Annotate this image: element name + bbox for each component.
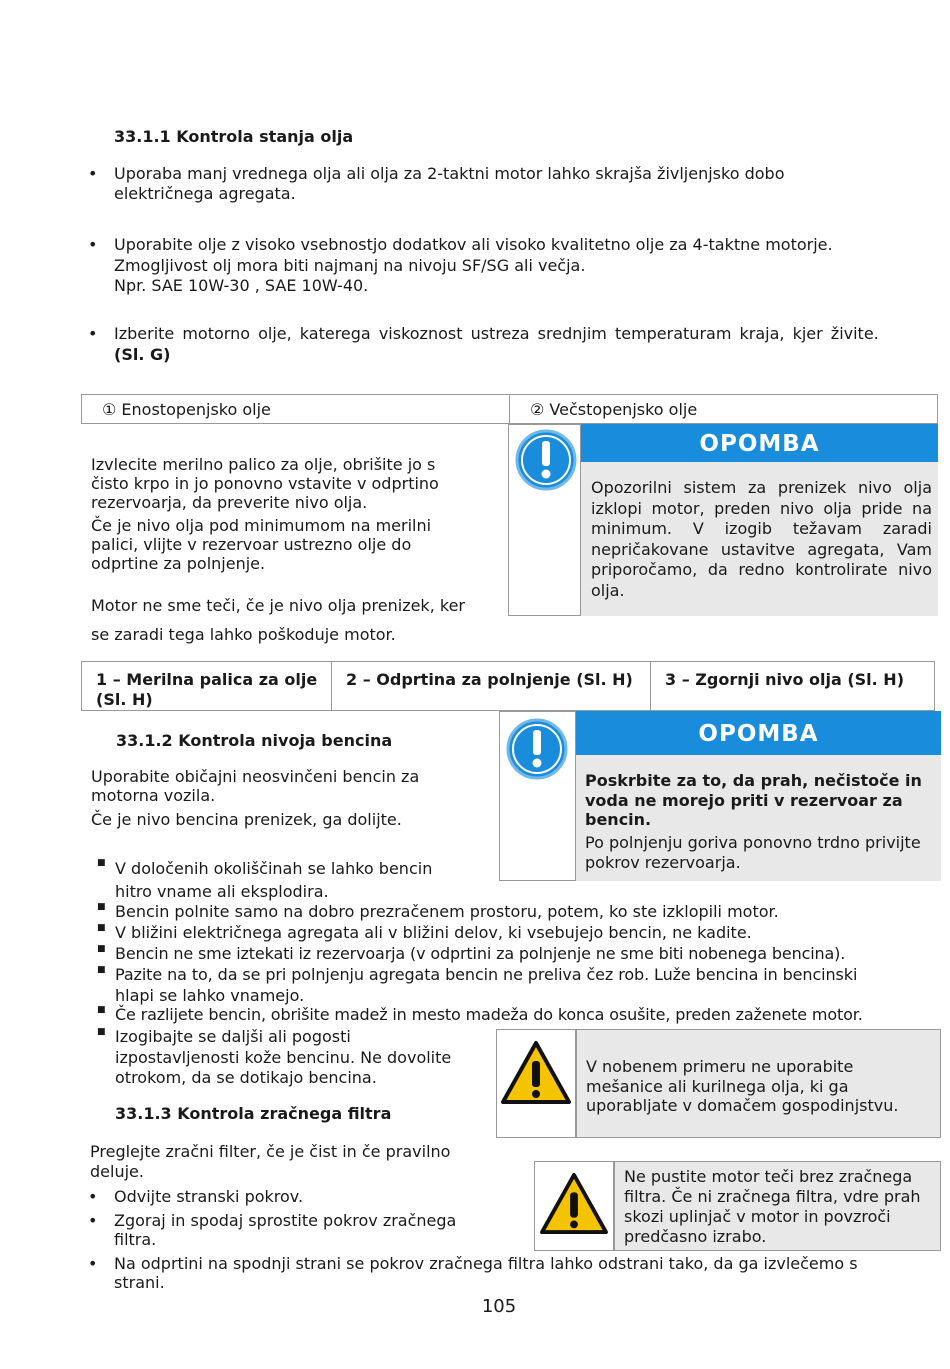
oil-type-single: ① Enostopenjsko olje (102, 400, 271, 419)
bullet-marker: ■ (97, 858, 106, 868)
legend-filler: 2 – Odprtina za polnjenje (Sl. H) (346, 670, 633, 689)
oil-type-cell-1 (81, 394, 510, 424)
note-text: Po polnjenju goriva ponovno trdno privijte pokrov rezervoarja. (585, 833, 921, 872)
list-item: strani. (114, 1273, 165, 1292)
text-line: Če je nivo bencina prenizek, ga dolijte. (91, 810, 402, 829)
list-item: električnega agregata. (114, 184, 296, 203)
warning-icon-cell (496, 1029, 576, 1138)
bullet-marker: • (88, 324, 98, 343)
text-line: motorna vozila. (91, 786, 216, 805)
bullet-marker: ■ (97, 965, 106, 975)
section-heading-fuel: 33.1.2 Kontrola nivoja bencina (116, 731, 393, 750)
oil-type-cell-2 (509, 394, 938, 424)
list-item: V bližini električnega agregata ali v bližini delov, ki vsebujejo bencin, ne kadite. (115, 923, 752, 942)
warning-triangle-icon (539, 1172, 609, 1236)
list-item: Odvijte stranski pokrov. (114, 1187, 304, 1206)
legend-cell-1 (81, 661, 332, 711)
note-title: OPOMBA (581, 424, 938, 462)
page-number: 105 (481, 1296, 517, 1317)
note-body (576, 755, 941, 881)
legend-level: 3 – Zgornji nivo olja (Sl. H) (665, 670, 905, 689)
bullet-marker: • (88, 1187, 98, 1206)
list-item: Npr. SAE 10W-30 , SAE 10W-40. (114, 276, 369, 295)
list-item: Zmogljivost olj mora biti najmanj na nivoju SF/SG ali večja. (114, 256, 586, 275)
bullet-marker: • (88, 1254, 98, 1273)
list-item: izpostavljenosti kože bencinu. Ne dovolite (115, 1048, 452, 1067)
text-line: se zaradi tega lahko poškoduje motor. (91, 625, 396, 644)
bullet-marker: • (88, 235, 98, 254)
bullet-marker: • (88, 1211, 98, 1230)
list-item: (Sl. G) (114, 345, 171, 364)
note-body (581, 462, 938, 616)
text-line: rezervoarja, da preverite nivo olja. (91, 493, 368, 512)
text-line: deluje. (90, 1162, 144, 1181)
list-item: otrokom, da se dotikajo bencina. (115, 1068, 377, 1087)
warning-text: Ne pustite motor teči brez zračnega filtra. Če ni zračnega filtra, vdre prah skozi uplinjač v motor in povzroči predčasno izrabo. (624, 1167, 921, 1246)
list-item: filtra. (114, 1230, 157, 1249)
list-item: Uporaba manj vrednega olja ali olja za 2-taktni motor lahko skrajša življenjsko dobo (114, 164, 785, 183)
text-line: palici, vlijte v rezervoar ustrezno olje do (91, 535, 412, 554)
bullet-marker: ■ (97, 902, 106, 912)
legend-dipstick: 1 – Merilna palica za olje (Sl. H) (96, 670, 318, 709)
warning-icon-cell (534, 1161, 614, 1251)
warning-body (614, 1161, 941, 1251)
list-item: Pazite na to, da se pri polnjenju agregata bencin ne preliva čez rob. Luže bencina in bencinski (115, 965, 858, 984)
text-line: Izvlecite merilno palico za olje, obrišite jo s (91, 455, 436, 474)
list-item: Bencin polnite samo na dobro prezračenem prostoru, potem, ko ste izklopili motor. (115, 902, 779, 921)
bullet-marker: ■ (97, 1027, 106, 1037)
list-item: hlapi se lahko vnamejo. (115, 986, 305, 1005)
bullet-marker: • (88, 164, 98, 183)
section-heading-air-filter: 33.1.3 Kontrola zračnega filtra (115, 1104, 392, 1123)
list-item: Uporabite olje z visoko vsebnostjo dodatkov ali visoko kvalitetno olje za 4-taktne motorje. (114, 235, 833, 254)
legend-cell-2 (331, 661, 651, 711)
list-item: Zgoraj in spodaj sprostite pokrov zračnega (114, 1211, 457, 1230)
note-icon-cell (508, 424, 581, 616)
list-item: Če razlijete bencin, obrišite madež in mesto madeža do konca osušite, preden zaženete motor. (115, 1005, 863, 1024)
legend-cell-3 (650, 661, 935, 711)
note-icon-cell (499, 711, 576, 881)
warning-triangle-icon (500, 1040, 572, 1106)
text-line: Preglejte zračni filter, če je čist in če pravilno (90, 1142, 451, 1161)
list-item: Bencin ne sme iztekati iz rezervoarja (v odprtini za polnjenje ne sme biti nobenega bencina). (115, 944, 846, 963)
oil-type-multi: ② Večstopenjsko olje (530, 400, 698, 419)
text-line: Če je nivo olja pod minimumom na merilni (91, 516, 432, 535)
list-item: V določenih okoliščinah se lahko bencin (115, 859, 433, 878)
bullet-marker: ■ (97, 1005, 106, 1015)
text-line: odprtine za polnjenje. (91, 554, 266, 573)
note-text: Opozorilni sistem za prenizek nivo olja izklopi motor, preden nivo olja pride na minimum. V izogib težavam zaradi nepričakovane ustavitve agregata, Vam priporočamo, da redno kontrolirate nivo olja. (591, 478, 932, 600)
exclamation-icon (515, 429, 577, 491)
warning-body (576, 1029, 941, 1138)
bullet-marker: ■ (97, 944, 106, 954)
note-title: OPOMBA (576, 711, 941, 755)
list-item: hitro vname ali eksplodira. (115, 882, 329, 901)
warning-text: V nobenem primeru ne uporabite mešanice ali kurilnega olja, ki ga uporabljate v domačem gospodinjstvu. (586, 1057, 899, 1115)
text-line: Motor ne sme teči, če je nivo olja prenizek, ker (91, 596, 465, 615)
note-bold-text: Poskrbite za to, da prah, nečistoče in voda ne morejo priti v rezervoar za bencin. (585, 771, 922, 829)
exclamation-icon (506, 718, 568, 780)
list-item: Izberite motorno olje, katerega viskoznost ustreza srednjim temperaturam kraja, kjer živite. (114, 324, 879, 343)
list-item: Na odprtini na spodnji strani se pokrov zračnega filtra lahko odstrani tako, da ga izvlečemo s (114, 1254, 858, 1273)
bullet-marker: ■ (97, 923, 106, 933)
section-heading-oil: 33.1.1 Kontrola stanja olja (114, 127, 354, 146)
list-item: Izogibajte se daljši ali pogosti (115, 1027, 351, 1046)
text-line: Uporabite običajni neosvinčeni bencin za (91, 767, 420, 786)
text-line: čisto krpo in jo ponovno vstavite v odprtino (91, 474, 439, 493)
